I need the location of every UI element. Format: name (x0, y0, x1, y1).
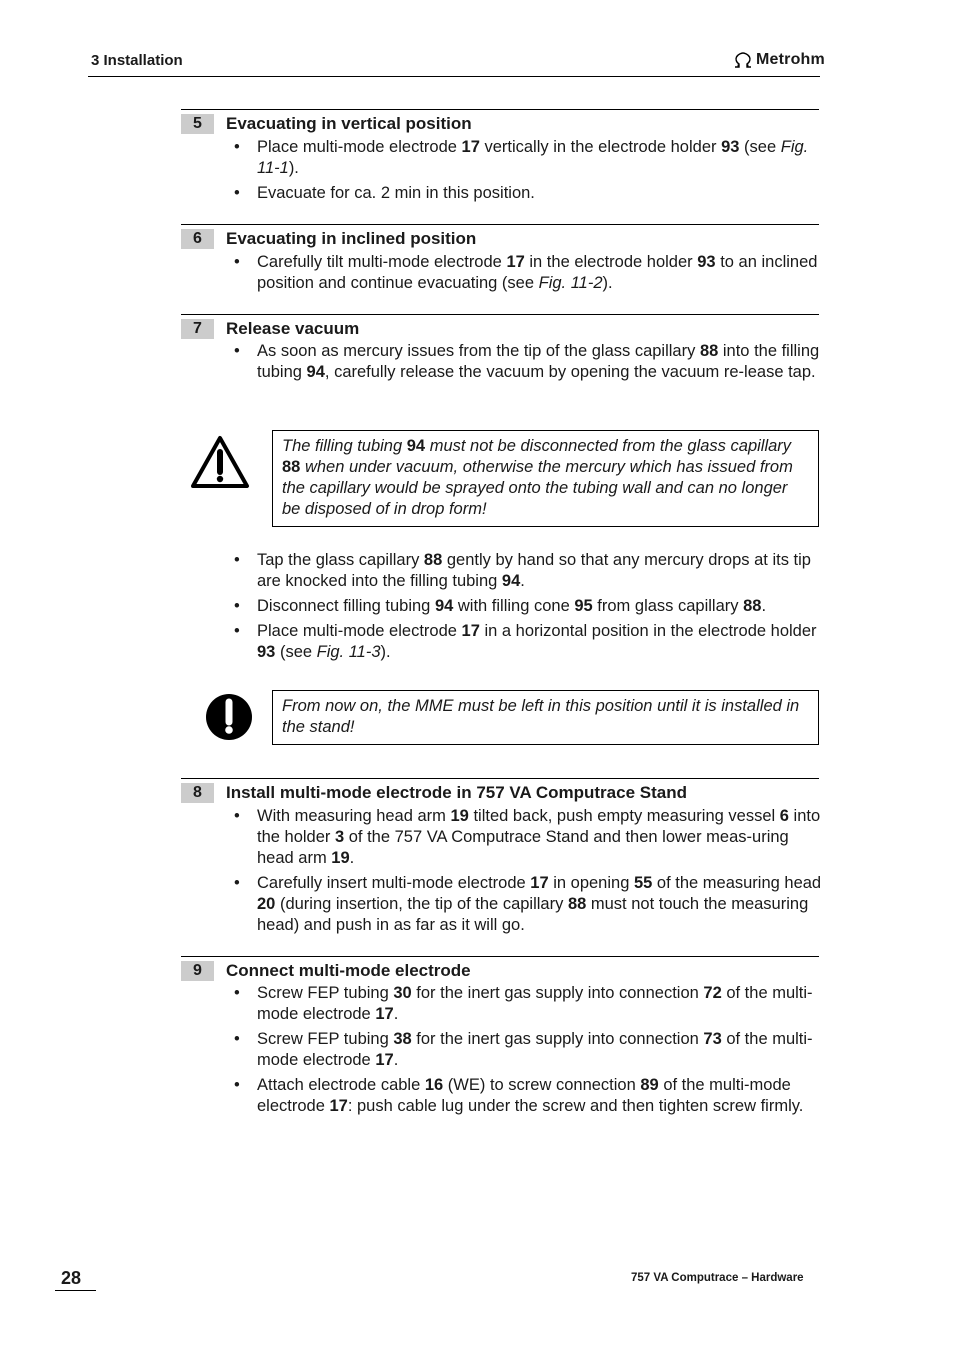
step-number: 7 (181, 319, 214, 339)
page-number: 28 (55, 1266, 96, 1291)
list-item: • Place multi-mode electrode 17 vertically in the electrode holder 93 (see Fig. 11-1). (232, 137, 822, 179)
header-rule (88, 76, 820, 77)
step-9-list (232, 983, 822, 1121)
step-number: 8 (181, 783, 214, 803)
footer-document-title: 757 VA Computrace – Hardware (631, 1272, 804, 1284)
notice-box: From now on, the MME must be left in this position until it is installed in the stand! (272, 690, 819, 745)
warning-box: The filling tubing 94 must not be disconnected from the glass capillary 88 when under vacuum, otherwise the mercury which has issued from the capillary would be sprayed onto the tubing wall and can no longer be disposed of in drop form! (272, 430, 819, 527)
list-item: • Screw FEP tubing 30 for the inert gas supply into connection 72 of the multi-mode electrode 17. (232, 983, 822, 1025)
step-title: Release vacuum (226, 319, 360, 338)
step-title: Evacuating in inclined position (226, 229, 477, 248)
omega-logo-icon (733, 52, 753, 68)
list-item: • As soon as mercury issues from the tip of the glass capillary 88 into the filling tubing 94, carefully release the vacuum by opening the vacuum re-lease tap. (232, 341, 822, 383)
list-item: • Evacuate for ca. 2 min in this position. (232, 183, 822, 204)
step-number: 9 (181, 961, 214, 981)
list-item: • Disconnect filling tubing 94 with filling cone 95 from glass capillary 88. (232, 596, 822, 617)
brand-name: Metrohm (756, 51, 825, 68)
step-7-heading (181, 314, 819, 338)
step-6-heading (181, 224, 819, 248)
list-item: • Tap the glass capillary 88 gently by hand so that any mercury drops at its tip are knocked into the filling tubing 94. (232, 550, 822, 592)
step-7-list (232, 341, 822, 387)
warning-triangle-icon (189, 434, 251, 490)
step-title: Connect multi-mode electrode (226, 961, 471, 980)
running-header-section: 3 Installation (91, 52, 183, 69)
step-5-list (232, 137, 822, 208)
list-item: • Carefully insert multi-mode electrode 17 in opening 55 of the measuring head 20 (during insertion, the tip of the capillary 88 must not touch the measuring head) and push in as far as it will go. (232, 873, 822, 936)
step-number: 6 (181, 229, 214, 249)
list-item: • Carefully tilt multi-mode electrode 17 in the electrode holder 93 to an inclined position and continue evacuating (see Fig. 11-2). (232, 252, 822, 294)
step-8-list (232, 806, 822, 940)
list-item: • Screw FEP tubing 38 for the inert gas supply into connection 73 of the multi-mode electrode 17. (232, 1029, 822, 1071)
brand-logo (733, 51, 825, 69)
step-title: Evacuating in vertical position (226, 114, 472, 133)
list-item: • Attach electrode cable 16 (WE) to screw connection 89 of the multi-mode electrode 17: push cable lug under the screw and then tighten screw firmly. (232, 1075, 822, 1117)
step-6-list (232, 252, 822, 298)
step-5-heading (181, 109, 819, 133)
step-8-heading (181, 778, 819, 802)
important-notice-icon (205, 693, 253, 741)
step-7-list-continued (232, 550, 822, 667)
step-9-heading (181, 956, 819, 980)
list-item: • With measuring head arm 19 tilted back, push empty measuring vessel 6 into the holder 3 of the 757 VA Computrace Stand and then lower meas-uring head arm 19. (232, 806, 822, 869)
list-item: • Place multi-mode electrode 17 in a horizontal position in the electrode holder 93 (see Fig. 11-3). (232, 621, 822, 663)
step-title: Install multi-mode electrode in 757 VA Computrace Stand (226, 783, 687, 802)
step-number: 5 (181, 114, 214, 134)
